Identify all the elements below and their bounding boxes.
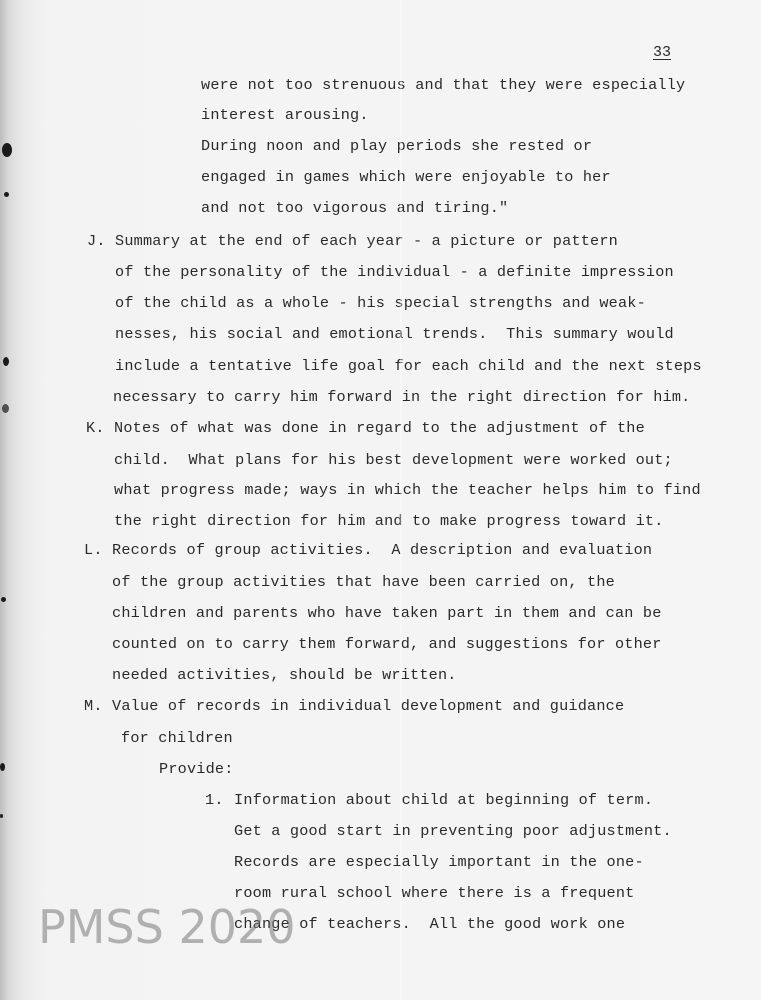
text-line: and not too vigorous and tiring." — [201, 199, 509, 217]
text-line: Get a good start in preventing poor adjustment. — [234, 822, 672, 840]
text-line: of the personality of the individual - a definite impression — [115, 263, 674, 281]
page-number: 33 — [653, 44, 672, 61]
text-line: During noon and play periods she rested or — [201, 137, 593, 155]
sub-item-marker-1: 1. — [205, 791, 224, 809]
provide-label: Provide: — [159, 760, 234, 778]
text-line: room rural school where there is a frequent — [234, 884, 635, 902]
watermark: PMSS 2020 — [38, 900, 296, 954]
text-line: change of teachers. All the good work one — [234, 915, 626, 933]
punch-hole — [2, 143, 12, 157]
text-line: counted on to carry them forward, and suggestions for other — [112, 635, 662, 653]
punch-hole — [2, 404, 9, 413]
text-line: Information about child at beginning of term. — [234, 791, 654, 809]
item-marker-j: J. — [87, 232, 106, 250]
item-marker-m: M. — [84, 697, 103, 715]
text-line: what progress made; ways in which the teacher helps him to find — [114, 481, 701, 499]
text-line: Summary at the end of each year - a picture or pattern — [115, 232, 618, 250]
text-line: of the group activities that have been carried on, the — [112, 573, 615, 591]
text-line: engaged in games which were enjoyable to her — [201, 168, 611, 186]
text-line: Notes of what was done in regard to the adjustment of the — [114, 419, 645, 437]
text-line: include a tentative life goal for each child and the next steps — [115, 357, 702, 375]
text-line: were not too strenuous and that they were especially — [201, 76, 686, 94]
text-line: for children — [121, 729, 233, 747]
item-marker-l: L. — [84, 541, 103, 559]
text-line: children and parents who have taken part in them and can be — [112, 604, 662, 622]
punch-hole — [4, 192, 9, 197]
text-line: needed activities, should be written. — [112, 666, 457, 684]
text-line: Value of records in individual development and guidance — [112, 697, 625, 715]
punch-hole — [3, 357, 9, 366]
punch-hole — [0, 763, 5, 771]
text-line: interest arousing. — [201, 106, 369, 124]
text-line: necessary to carry him forward in the right direction for him. — [113, 388, 691, 406]
text-line: Records are especially important in the one- — [234, 853, 644, 871]
punch-hole — [1, 597, 6, 602]
item-marker-k: K. — [86, 419, 105, 437]
text-line: of the child as a whole - his special strengths and weak- — [115, 294, 646, 312]
text-line: Records of group activities. A description and evaluation — [112, 541, 653, 559]
punch-hole — [0, 814, 3, 818]
text-line: child. What plans for his best development were worked out; — [114, 451, 673, 469]
text-line: the right direction for him and to make progress toward it. — [114, 512, 664, 530]
text-line: nesses, his social and emotional trends. This summary would — [115, 325, 674, 343]
